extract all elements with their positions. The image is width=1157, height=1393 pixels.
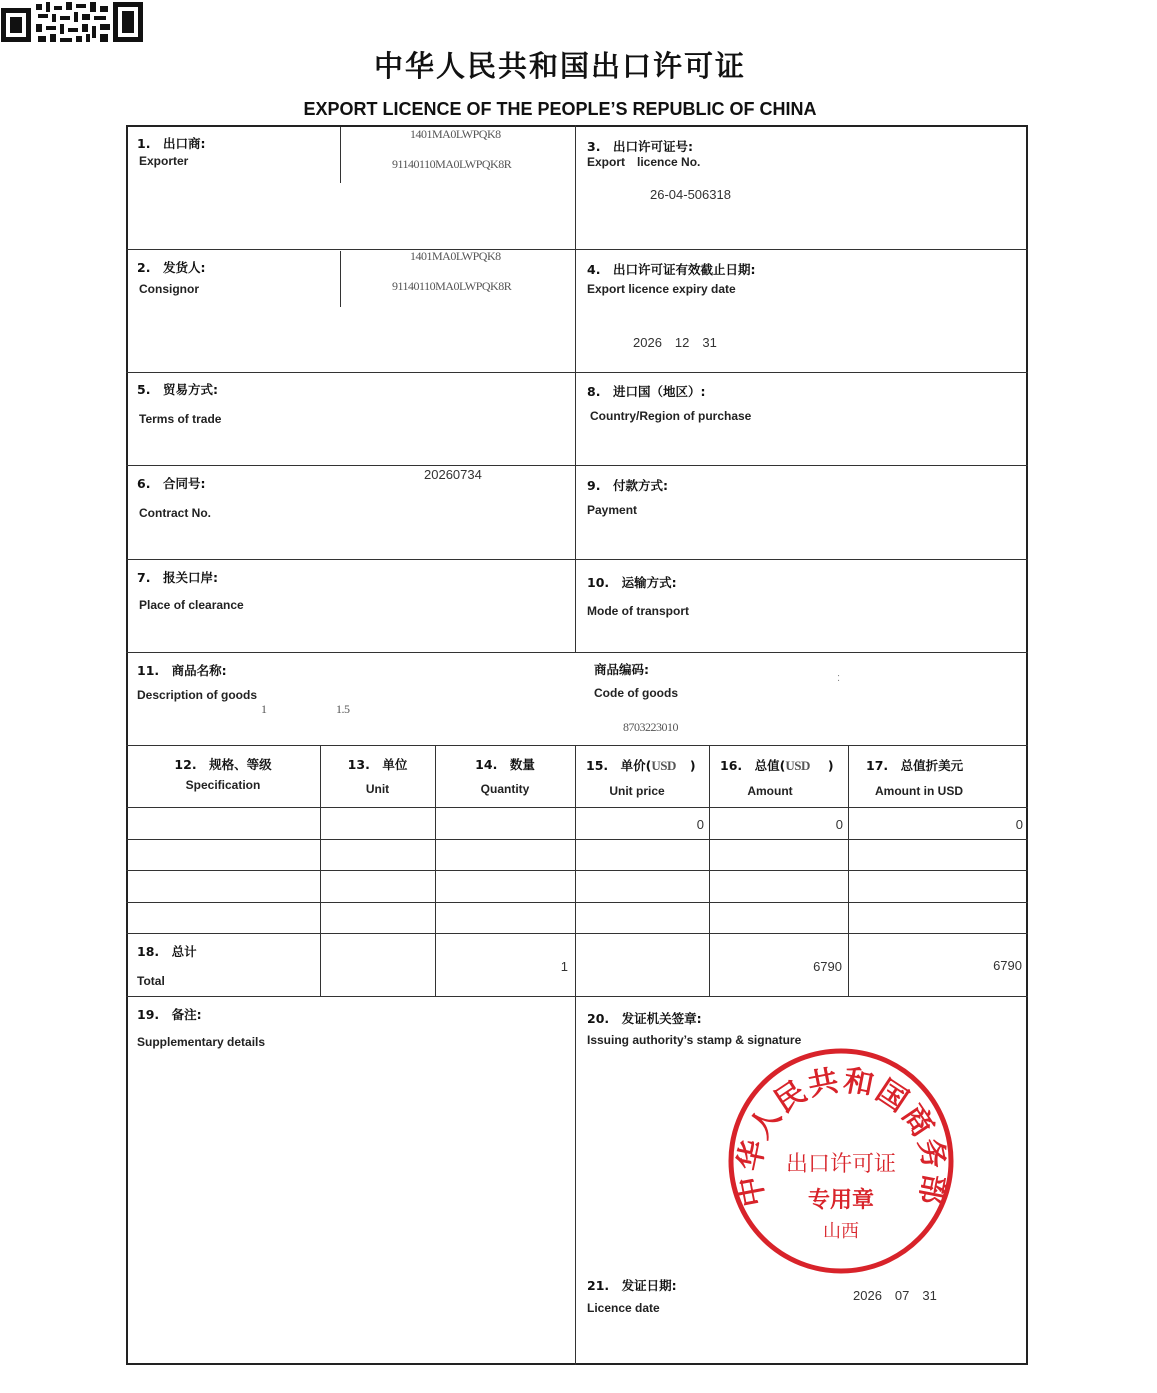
goods-value-1: 1 [261, 702, 267, 716]
header-unit-price-en: Unit price [609, 784, 665, 798]
contract-label-en: Contract No. [139, 506, 211, 520]
country-label-cn: 8. 进口国（地区）: [587, 384, 706, 399]
clearance-label-en: Place of clearance [139, 598, 244, 612]
header-amount-usd-en: Amount in USD [875, 784, 963, 798]
terms-label-en: Terms of trade [139, 412, 222, 426]
divider [126, 933, 1028, 934]
consignor-label-cn: 2. 发货人: [137, 260, 206, 275]
header-amount-usd-cn: 17. 总值折美元 [866, 758, 964, 773]
row1-amount-usd: 0 [1015, 817, 1023, 832]
divider [575, 125, 576, 652]
qr-code-icon [0, 0, 145, 44]
header-unit-price-currency: USD [651, 758, 676, 773]
header-specification-cn: 12. 规格、等级 [174, 757, 272, 772]
header-amount-cn [720, 756, 834, 774]
consignor-credit-code: 91140110MA0LWPQK8R [392, 279, 512, 293]
divider [126, 559, 1028, 560]
header-specification-en: Specification [185, 778, 261, 792]
code-label-cn: 商品编码: [594, 662, 649, 677]
exporter-label-en: Exporter [139, 154, 189, 168]
code-label-en: Code of goods [594, 686, 678, 700]
licence-date-label-cn: 21. 发证日期: [587, 1278, 677, 1293]
page-title-en: EXPORT LICENCE OF THE PEOPLE’S REPUBLIC OF CHINA [303, 99, 817, 119]
header-unit-price-text: 15. 单价( [586, 758, 652, 773]
clearance-label-cn: 7. 报关口岸: [137, 570, 218, 585]
header-amount-en: Amount [747, 784, 793, 798]
consignor-label-en: Consignor [139, 282, 199, 296]
header-amount-close: ) [827, 758, 834, 773]
divider [126, 652, 1028, 653]
header-unit-price-close: ) [689, 758, 696, 773]
total-quantity: 1 [560, 959, 568, 974]
code-value: 8703223010 [623, 720, 678, 734]
exporter-label-cn: 1. 出口商: [137, 136, 206, 151]
row1-amount: 0 [835, 817, 843, 832]
divider [126, 465, 1028, 466]
terms-label-cn: 5. 贸易方式: [137, 382, 218, 397]
header-quantity-cn: 14. 数量 [475, 757, 535, 772]
country-label-en: Country/Region of purchase [590, 409, 752, 423]
header-quantity-en: Quantity [480, 782, 530, 796]
divider [126, 839, 1028, 840]
expiry-label-cn: 4. 出口许可证有效截止日期: [587, 262, 756, 277]
divider [340, 251, 341, 307]
licence-date-value: 2026 07 31 [853, 1288, 937, 1303]
divider [126, 249, 575, 250]
header-unit-en: Unit [365, 782, 390, 796]
authority-label-cn: 20. 发证机关签章: [587, 1011, 702, 1026]
payment-label-cn: 9. 付款方式: [587, 478, 668, 493]
row1-unit-price: 0 [696, 817, 704, 832]
divider [126, 902, 1028, 903]
code-mark: : [837, 672, 841, 684]
consignor-code-short: 1401MA0LWPQK8 [410, 249, 501, 263]
seal-line-2: 专用章 [807, 1187, 875, 1213]
header-unit-price-cn [586, 756, 696, 774]
total-amount: 6790 [813, 959, 842, 974]
seal-line-3: 山西 [823, 1221, 859, 1242]
expiry-label-en: Export licence expiry date [587, 282, 736, 296]
total-label-cn: 18. 总计 [137, 944, 197, 959]
divider [126, 745, 1028, 746]
licence-no-label-cn: 3. 出口许可证号: [587, 139, 693, 154]
payment-label-en: Payment [587, 503, 638, 517]
goods-label-en: Description of goods [137, 688, 257, 702]
seal-line-1: 出口许可证 [785, 1152, 897, 1177]
authority-label-en: Issuing authority’s stamp & signature [587, 1033, 802, 1047]
total-amount-usd: 6790 [993, 958, 1022, 973]
remarks-label-en: Supplementary details [137, 1035, 266, 1049]
total-label-en: Total [137, 974, 165, 988]
licence-no-label-en: Export licence No. [587, 155, 701, 169]
goods-value-2: 1.5 [336, 702, 350, 716]
divider [575, 745, 576, 1365]
contract-value: 20260734 [424, 467, 482, 482]
expiry-value: 2026 12 31 [633, 335, 717, 350]
seal-arc-text: 中华人民共和国商务部 [731, 1062, 953, 1210]
divider [126, 372, 1028, 373]
goods-label-cn: 11. 商品名称: [137, 663, 227, 678]
contract-label-cn: 6. 合同号: [137, 476, 206, 491]
licence-date-label-en: Licence date [587, 1301, 660, 1315]
page-title-cn: 中华人民共和国出口许可证 [373, 49, 746, 83]
header-unit-cn: 13. 单位 [347, 757, 408, 772]
header-amount-currency: USD [785, 758, 810, 773]
divider [126, 870, 1028, 871]
divider [575, 249, 1028, 250]
remarks-label-cn: 19. 备注: [137, 1007, 202, 1022]
divider [126, 807, 1028, 808]
transport-label-cn: 10. 运输方式: [587, 575, 677, 590]
exporter-code-short: 1401MA0LWPQK8 [410, 127, 501, 141]
exporter-credit-code: 91140110MA0LWPQK8R [392, 157, 512, 171]
official-seal-icon [725, 1045, 957, 1277]
divider [340, 127, 341, 183]
divider [126, 996, 1028, 997]
transport-label-en: Mode of transport [587, 604, 689, 618]
licence-no-value: 26-04-506318 [650, 187, 731, 202]
header-amount-text: 16. 总值( [720, 758, 786, 773]
